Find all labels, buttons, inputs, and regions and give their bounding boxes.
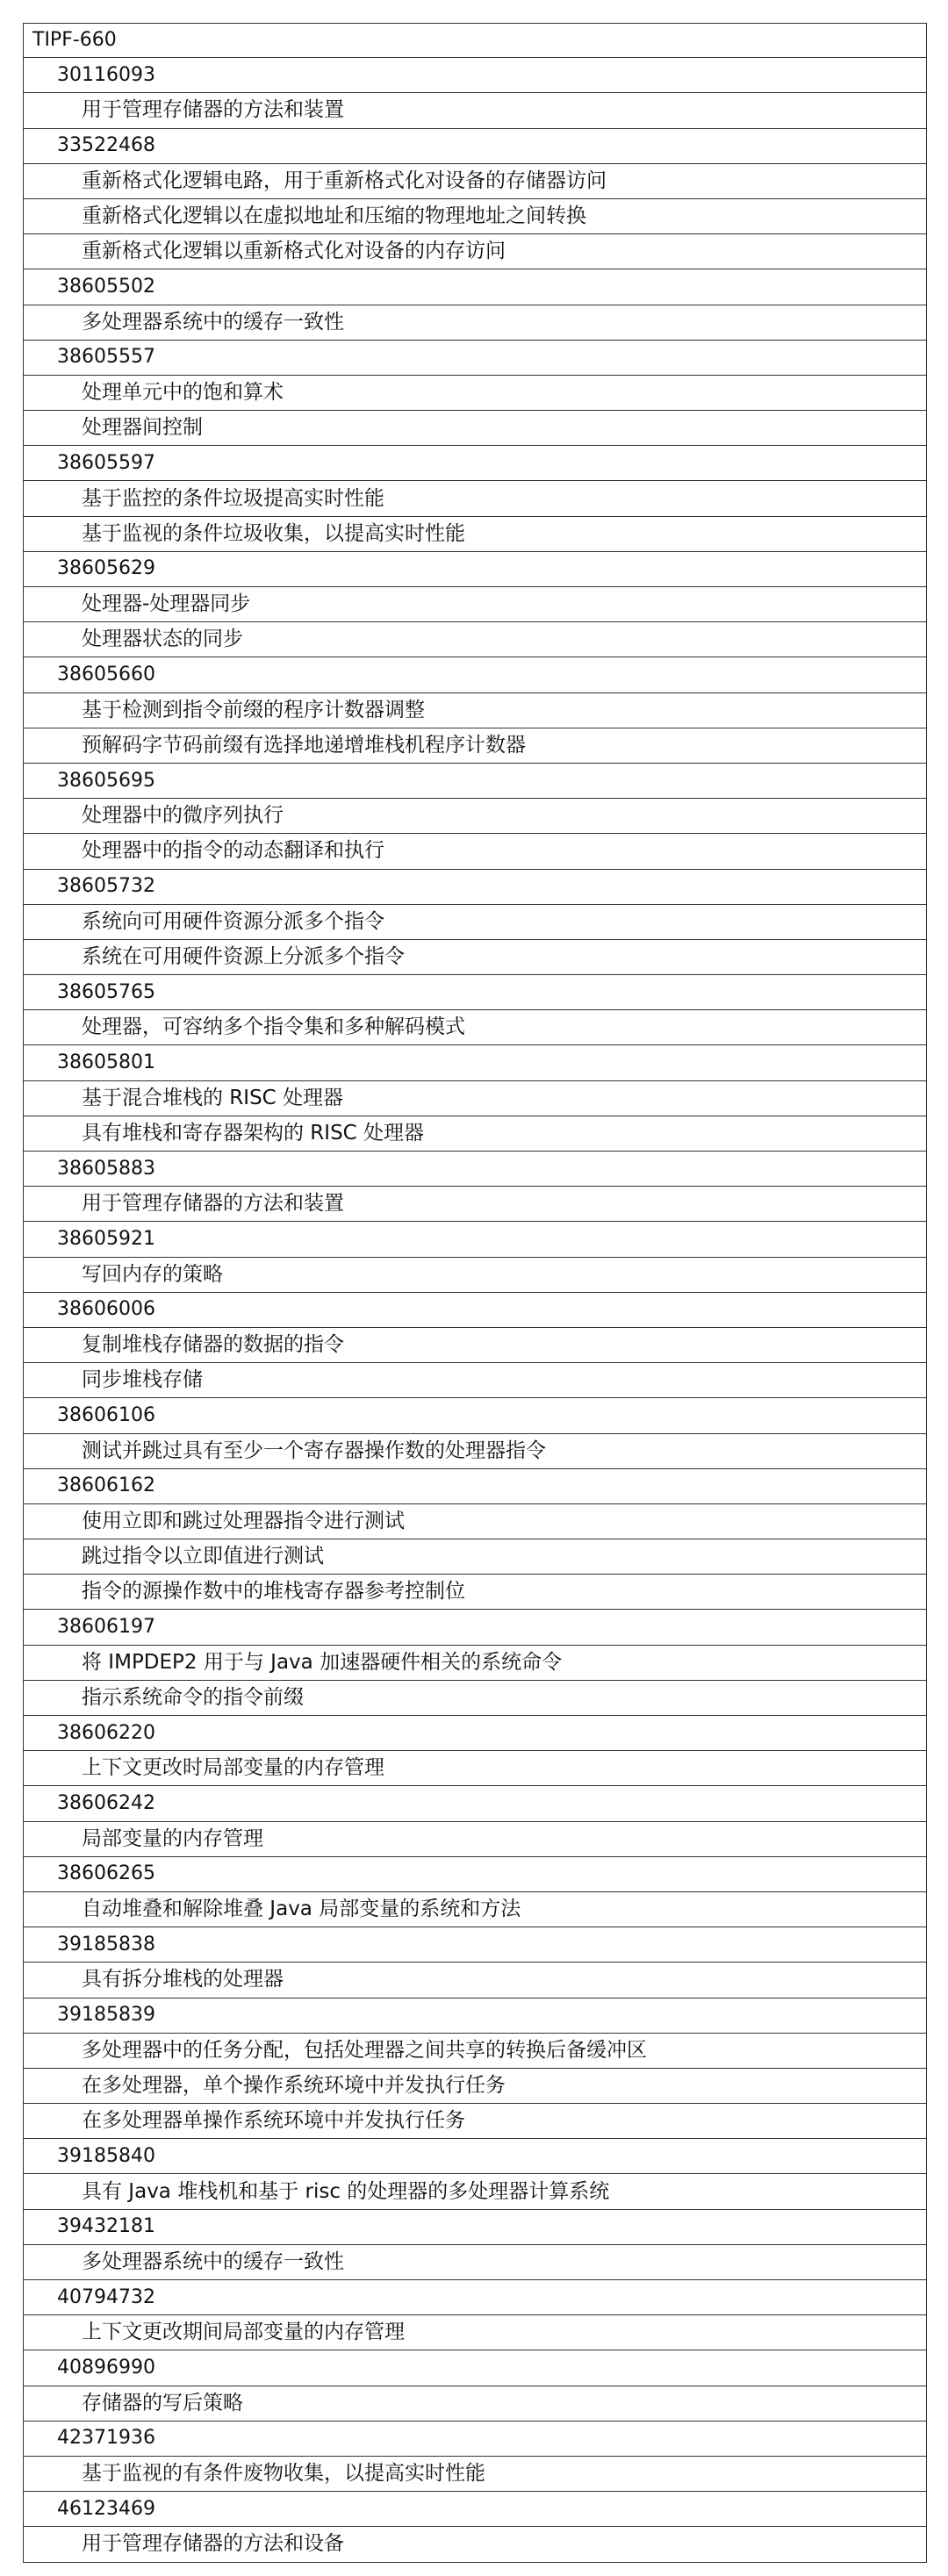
patent-title-row: 基于检测到指令前缀的程序计数器调整 — [23, 693, 927, 728]
patent-number-row: 30116093 — [23, 58, 927, 93]
patent-title-row: 重新格式化逻辑以在虚拟地址和压缩的物理地址之间转换 — [23, 199, 927, 234]
patent-number-row: 33522468 — [23, 129, 927, 164]
patent-number-row: 40896990 — [23, 2350, 927, 2386]
document-table — [23, 23, 927, 2563]
patent-number-row: 38606220 — [23, 1716, 927, 1751]
patent-number-row: 38606265 — [23, 1857, 927, 1892]
patent-number-row: 42371936 — [23, 2422, 927, 2457]
patent-number-row: 38606106 — [23, 1398, 927, 1433]
patent-number-row: 38605557 — [23, 341, 927, 376]
patent-title-row: 系统在可用硬件资源上分派多个指令 — [23, 940, 927, 975]
patent-title-row: 基于监控的条件垃圾提高实时性能 — [23, 481, 927, 516]
patent-title-row: 自动堆叠和解除堆叠 Java 局部变量的系统和方法 — [23, 1892, 927, 1927]
patent-title-row: 存储器的写后策略 — [23, 2386, 927, 2422]
patent-title-row: 跳过指令以立即值进行测试 — [23, 1539, 927, 1575]
patent-title-row: 处理器-处理器同步 — [23, 587, 927, 622]
patent-title-row: 将 IMPDEP2 用于与 Java 加速器硬件相关的系统命令 — [23, 1646, 927, 1681]
patent-title-row: 指令的源操作数中的堆栈寄存器参考控制位 — [23, 1575, 927, 1610]
patent-title-row: 复制堆栈存储器的数据的指令 — [23, 1328, 927, 1363]
patent-title-row: 指示系统命令的指令前缀 — [23, 1681, 927, 1716]
patent-number-row: 39185839 — [23, 1998, 927, 2034]
patent-number-row: 38605660 — [23, 657, 927, 692]
patent-number-row: 39185838 — [23, 1927, 927, 1962]
patent-title-row: 测试并跳过具有至少一个寄存器操作数的处理器指令 — [23, 1434, 927, 1469]
patent-title-row: 同步堆栈存储 — [23, 1363, 927, 1398]
patent-number-row: 39185840 — [23, 2139, 927, 2174]
patent-title-row: 写回内存的策略 — [23, 1258, 927, 1293]
patent-title-row: 处理器间控制 — [23, 411, 927, 446]
patent-title-row: 多处理器系统中的缓存一致性 — [23, 305, 927, 341]
patent-title-row: 系统向可用硬件资源分派多个指令 — [23, 905, 927, 940]
patent-title-row: 重新格式化逻辑以重新格式化对设备的内存访问 — [23, 234, 927, 269]
table-rows — [23, 58, 927, 2562]
patent-number-row: 38606006 — [23, 1293, 927, 1328]
patent-number-row: 38606197 — [23, 1610, 927, 1645]
patent-title-row: 预解码字节码前缀有选择地递增堆栈机程序计数器 — [23, 728, 927, 764]
patent-title-row: 基于监视的有条件废物收集，以提高实时性能 — [23, 2457, 927, 2492]
patent-number-row: 38605629 — [23, 552, 927, 587]
patent-title-row: 处理器，可容纳多个指令集和多种解码模式 — [23, 1010, 927, 1045]
patent-title-row: 上下文更改时局部变量的内存管理 — [23, 1751, 927, 1786]
patent-title-row: 基于混合堆栈的 RISC 处理器 — [23, 1081, 927, 1116]
patent-title-row: 处理器中的微序列执行 — [23, 799, 927, 834]
patent-title-row: 用于管理存储器的方法和设备 — [23, 2527, 927, 2562]
patent-number-row: 38605732 — [23, 870, 927, 905]
patent-title-row: 上下文更改期间局部变量的内存管理 — [23, 2315, 927, 2350]
patent-title-row: 具有堆栈和寄存器架构的 RISC 处理器 — [23, 1116, 927, 1152]
patent-title-row: 使用立即和跳过处理器指令进行测试 — [23, 1504, 927, 1539]
patent-number-row: 39432181 — [23, 2210, 927, 2245]
patent-title-row: 处理器中的指令的动态翻译和执行 — [23, 834, 927, 869]
patent-title-row: 在多处理器单操作系统环境中并发执行任务 — [23, 2104, 927, 2139]
patent-number-row: 40794732 — [23, 2280, 927, 2315]
patent-number-row: 46123469 — [23, 2492, 927, 2527]
patent-number-row: 38605502 — [23, 269, 927, 305]
patent-number-row: 38605883 — [23, 1152, 927, 1187]
patent-title-row: 用于管理存储器的方法和装置 — [23, 1187, 927, 1222]
document-title: TIPF-660 — [23, 23, 927, 58]
patent-title-row: 处理器状态的同步 — [23, 622, 927, 657]
patent-title-row: 多处理器中的任务分配，包括处理器之间共享的转换后备缓冲区 — [23, 2034, 927, 2069]
patent-title-row: 在多处理器，单个操作系统环境中并发执行任务 — [23, 2069, 927, 2104]
patent-number-row: 38605597 — [23, 446, 927, 481]
patent-number-row: 38606242 — [23, 1786, 927, 1821]
patent-title-row: 具有 Java 堆栈机和基于 risc 的处理器的多处理器计算系统 — [23, 2174, 927, 2209]
patent-title-row: 基于监视的条件垃圾收集，以提高实时性能 — [23, 517, 927, 552]
patent-title-row: 处理单元中的饱和算术 — [23, 376, 927, 411]
patent-title-row: 用于管理存储器的方法和装置 — [23, 93, 927, 128]
patent-title-row: 局部变量的内存管理 — [23, 1822, 927, 1857]
patent-number-row: 38606162 — [23, 1469, 927, 1504]
patent-number-row: 38605695 — [23, 764, 927, 799]
patent-title-row: 多处理器系统中的缓存一致性 — [23, 2245, 927, 2280]
patent-number-row: 38605765 — [23, 975, 927, 1010]
patent-number-row: 38605801 — [23, 1045, 927, 1080]
patent-title-row: 重新格式化逻辑电路，用于重新格式化对设备的存储器访问 — [23, 164, 927, 199]
patent-number-row: 38605921 — [23, 1222, 927, 1257]
patent-title-row: 具有拆分堆栈的处理器 — [23, 1962, 927, 1998]
